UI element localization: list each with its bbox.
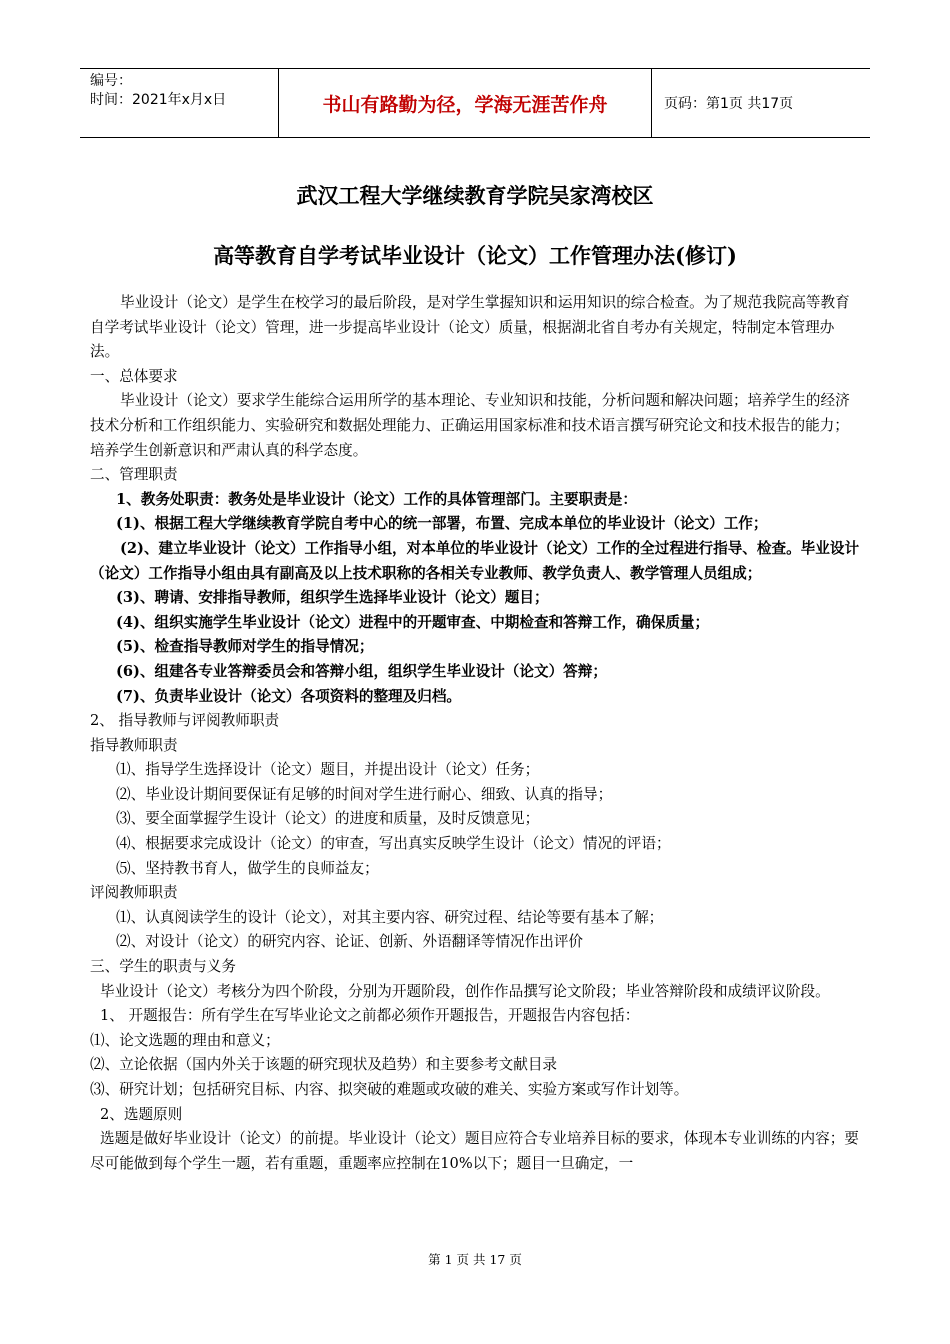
subsection-heading: 指导教师职责 [90,736,178,754]
list-item: (6)、组建各专业答辩委员会和答辩小组，组织学生毕业设计（论文）答辩； [116,662,607,680]
document-title-2: 高等教育自学考试毕业设计（论文）工作管理办法(修订) [213,243,737,268]
list-item: ⑷、根据要求完成设计（论文）的审查，写出真实反映学生设计（论文）情况的评语； [116,835,671,853]
paragraph: 毕业设计（论文）要求学生能综合运用所学的基本理论、专业知识和技能，分析问题和解决问题；培养学生的经济技术分析和工作组织能力、实验研究和数据处理能力、正确运用国家标准和技术语言撰写研究论文和技术报告的能力；培养学生创新意识和严肃认真的科学态度。 [90,392,850,459]
page-footer: 第 1 页 共 17 页 [428,1252,522,1267]
subsection-heading: 2、选题原则 [100,1105,183,1123]
list-item: ⑵、立论依据（国内外关于该题的研究现状及趋势）和主要参考文献目录 [90,1056,558,1074]
list-item: (5)、检查指导教师对学生的指导情况； [116,638,374,656]
subsection-heading: 评阅教师职责 [90,884,178,902]
list-item: (7)、负责毕业设计（论文）各项资料的整理及归档。 [116,687,462,705]
section-heading: 二、管理职责 [90,466,178,484]
list-item: (1)、根据工程大学继续教育学院自考中心的统一部署，布置、完成本单位的毕业设计（论文）工作； [116,515,768,533]
intro-paragraph: 毕业设计（论文）是学生在校学习的最后阶段，是对学生掌握知识和运用知识的综合检查。为了规范我院高等教育自学考试毕业设计（论文）管理，进一步提高毕业设计（论文）质量，根据湖北省自考办有关规定，特制定本管理办法。 [90,294,850,361]
list-item: ⑵、对设计（论文）的研究内容、论证、创新、外语翻译等情况作出评价 [116,933,584,951]
list-item: (4)、组织实施学生毕业设计（论文）进程中的开题审查、中期检查和答辩工作，确保质量； [116,613,710,631]
section-heading: 一、总体要求 [90,367,178,385]
list-item: ⑶、研究计划；包括研究目标、内容、拟突破的难题或攻破的难关、实验方案或写作计划等。 [90,1081,689,1098]
section-heading: 三、学生的职责与义务 [90,958,236,976]
subsection-heading: 1、 开题报告：所有学生在写毕业论文之前都必须作开题报告，开题报告内容包括： [100,1007,640,1025]
list-item: (3)、聘请、安排指导教师，组织学生选择毕业设计（论文）题目； [116,589,549,607]
list-item: ⑴、论文选题的理由和意义； [90,1031,280,1049]
list-item: ⑵、毕业设计期间要保证有足够的时间对学生进行耐心、细致、认真的指导； [116,785,613,803]
header-page-info: 页码：第1页 共17页 [664,96,794,112]
paragraph: 毕业设计（论文）考核分为四个阶段，分别为开题阶段，创作作品撰写论文阶段；毕业答辩阶段和成绩评议阶段。 [100,982,830,1000]
section-heading: 2、 指导教师与评阅教师职责 [90,712,280,730]
number-label: 编号： [90,73,132,89]
document-title-1: 武汉工程大学继续教育学院吴家湾校区 [296,183,654,208]
paragraph: 1、教务处职责：教务处是毕业设计（论文）工作的具体管理部门。主要职责是： [116,490,637,508]
header-motto: 书山有路勤为径，学海无涯苦作舟 [279,69,652,137]
list-item: ⑶、要全面掌握学生设计（论文）的进度和质量，及时反馈意见； [116,810,540,828]
list-item: ⑸、坚持教书育人，做学生的良师益友； [116,859,379,877]
page-header [80,68,870,138]
document-body [90,291,862,1176]
list-item: ⑴、指导学生选择设计（论文）题目，并提出设计（论文）任务； [116,761,540,779]
header-meta [80,69,279,137]
list-item: (2)、建立毕业设计（论文）工作指导小组，对本单位的毕业设计（论文）工作的全过程进行指导、检查。毕业设计（论文）工作指导小组由具有副高及以上技术职称的各相关专业教师、教学负责人、教学管理人员组成； [90,539,860,582]
time-label: 时间：2021年x月x日 [90,92,227,108]
paragraph: 选题是做好毕业设计（论文）的前提。毕业设计（论文）题目应符合专业培养目标的要求，体现本专业训练的内容；要尽可能做到每个学生一题，若有重题，重题率应控制在10%以下；题目一旦确定，一 [90,1130,859,1172]
list-item: ⑴、认真阅读学生的设计（论文），对其主要内容、研究过程、结论等要有基本了解； [116,908,664,926]
